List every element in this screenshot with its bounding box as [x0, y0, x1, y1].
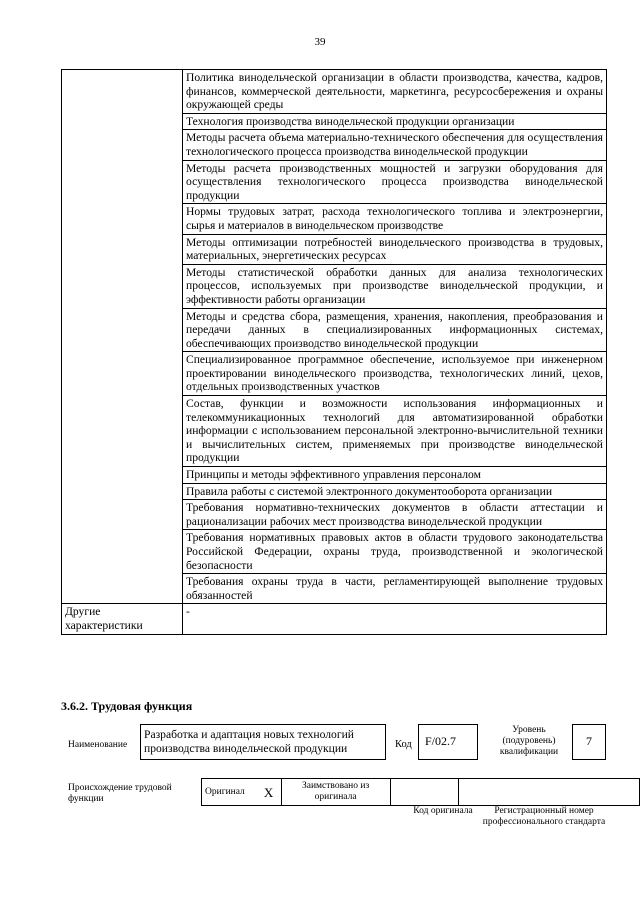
table-row — [62, 70, 607, 114]
requirement-item: Методы статистической обработки данных для анализа технологических процессов, используемых при производстве винодельческой продукции, и эффективности работы организации — [183, 264, 607, 308]
requirement-item: Специализированное программное обеспечение, используемое при инженерном проектировании винодельческого производства, технологических линий, цехов, отдельных производственных участков — [183, 352, 607, 396]
original-label: Оригинал — [202, 779, 261, 806]
requirement-item: Требования охраны труда в части, регламентирующей выполнение трудовых обязанностей — [183, 574, 607, 604]
original-code-cell — [390, 779, 458, 806]
code-label: Код — [395, 739, 412, 750]
other-characteristics-label: Другие характеристики — [62, 604, 183, 634]
registration-number-cell — [458, 779, 639, 806]
requirement-item: Технология производства винодельческой продукции организации — [183, 113, 607, 130]
function-code-box: F/02.7 — [418, 724, 478, 760]
origin-label: Происхождение трудовой функции — [68, 783, 172, 804]
table-row — [62, 604, 607, 634]
origin-table — [201, 778, 640, 806]
function-name-box: Разработка и адаптация новых технологий производства винодельческой продукции — [140, 724, 386, 760]
requirement-item: Правила работы с системой электронного документооборота организации — [183, 483, 607, 500]
original-code-caption: Код оригинала — [413, 806, 473, 816]
section-heading: 3.6.2. Трудовая функция — [61, 699, 193, 713]
registration-number-caption: Регистрационный номер профессионального стандарта — [482, 806, 606, 827]
requirement-item: Методы и средства сбора, размещения, хранения, накопления, преобразования и передачи данных в специализированных информационных системах, обеспечивающих производство винодельческой продукции — [183, 308, 607, 352]
requirement-item: Принципы и методы эффективного управления персоналом — [183, 467, 607, 484]
requirement-item: Нормы трудовых затрат, расхода технологического топлива и электроэнергии, сырья и материалов в винодельческом производстве — [183, 204, 607, 234]
empty-label-cell — [62, 70, 183, 604]
name-label: Наименование — [68, 740, 128, 750]
requirement-item: Методы расчета объема материально-технического обеспечения для осуществления технологического процесса производства винодельческой продукции — [183, 130, 607, 160]
borrowed-label: Заимствовано из оригинала — [281, 779, 390, 806]
requirements-table — [61, 69, 607, 635]
requirement-item: Методы расчета производственных мощностей и загрузки оборудования для осуществления технологического процесса производства винодельческой продукции — [183, 160, 607, 204]
requirement-item: Требования нормативно-технических документов в области аттестации и рационализации рабочих мест производства винодельческой продукции — [183, 500, 607, 530]
qualification-level-label: Уровень (подуровень) квалификации — [499, 725, 559, 757]
original-mark: X — [261, 779, 281, 806]
requirement-item: Состав, функции и возможности использования информационных и телекоммуникационных технологий для автоматизированной обработки информации с использованием персональной электронно-вычислительной техники и вычислительных систем, применяемых при производстве винодельческой продукции — [183, 396, 607, 467]
requirement-item: Политика винодельческой организации в области производства, качества, кадров, финансов, коммерческой деятельности, маркетинга, ресурсосбережения и охраны окружающей среды — [183, 70, 607, 114]
requirement-item: Методы оптимизации потребностей винодельческого производства в трудовых, материальных, энергетических ресурсах — [183, 234, 607, 264]
other-characteristics-value: - — [183, 604, 607, 634]
requirement-item: Требования нормативных правовых актов в области трудового законодательства Российской Федерации, охраны труда, производственной и экологической безопасности — [183, 530, 607, 574]
qualification-level-box: 7 — [572, 724, 606, 760]
page-number: 39 — [314, 36, 326, 48]
